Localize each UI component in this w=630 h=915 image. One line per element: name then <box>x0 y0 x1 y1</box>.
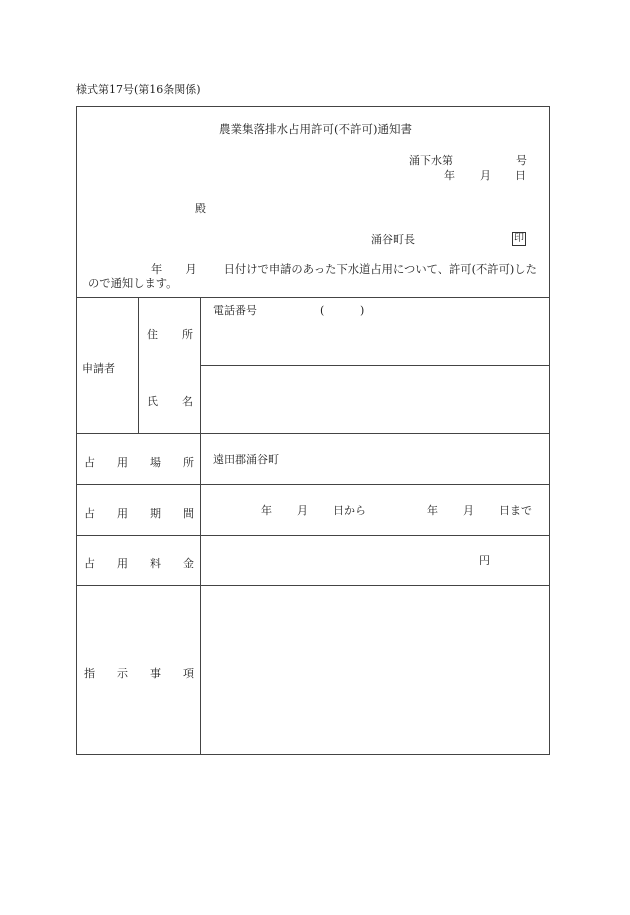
date-year: 年 <box>444 169 455 182</box>
period-end-month: 月 <box>463 504 474 517</box>
location-label: 占 用 場 所 <box>84 456 194 469</box>
document-title: 農業集落排水占用許可(不許可)通知書 <box>219 122 412 136</box>
period-end-day: 日まで <box>499 504 532 517</box>
doc-number-suffix: 号 <box>516 154 527 167</box>
header-divider <box>76 297 550 298</box>
notice-body: 日付けで申請のあった下水道占用について、許可(不許可)したので通知します。 <box>88 263 537 290</box>
doc-number-prefix: 涌下水第 <box>409 154 453 167</box>
phone-number-label: 電話番号 <box>213 304 257 317</box>
date-month: 月 <box>480 169 491 182</box>
location-divider <box>76 484 550 485</box>
instructions-label: 指 示 事 項 <box>84 667 194 680</box>
name-label: 氏 名 <box>147 395 193 408</box>
fee-label: 占 用 料 金 <box>84 557 194 570</box>
date-day: 日 <box>515 169 526 182</box>
location-value: 遠田郡涌谷町 <box>213 453 279 466</box>
notice-month: 月 <box>185 263 197 276</box>
applicant-sub-divider <box>138 297 139 433</box>
period-start-day: 日から <box>333 504 366 517</box>
period-divider <box>76 535 550 536</box>
notice-statement <box>88 263 540 291</box>
seal-mark: 印 <box>514 233 524 244</box>
address-name-divider <box>200 365 550 366</box>
period-start-month: 月 <box>297 504 308 517</box>
period-label: 占 用 期 間 <box>84 507 194 520</box>
applicant-divider <box>76 433 550 434</box>
notice-year: 年 <box>151 263 163 276</box>
applicant-label: 申請者 <box>82 362 115 375</box>
phone-paren-close: ) <box>360 304 365 317</box>
addressee-honorific: 殿 <box>195 202 206 215</box>
period-end-year: 年 <box>427 504 438 517</box>
fee-unit: 円 <box>479 554 490 567</box>
instructions-field <box>201 586 549 754</box>
issuer-title: 涌谷町長 <box>371 233 415 246</box>
period-start-year: 年 <box>261 504 272 517</box>
address-label: 住 所 <box>147 328 193 341</box>
form-number-label: 様式第17号(第16条関係) <box>76 83 201 96</box>
phone-paren-open: ( <box>320 304 325 317</box>
